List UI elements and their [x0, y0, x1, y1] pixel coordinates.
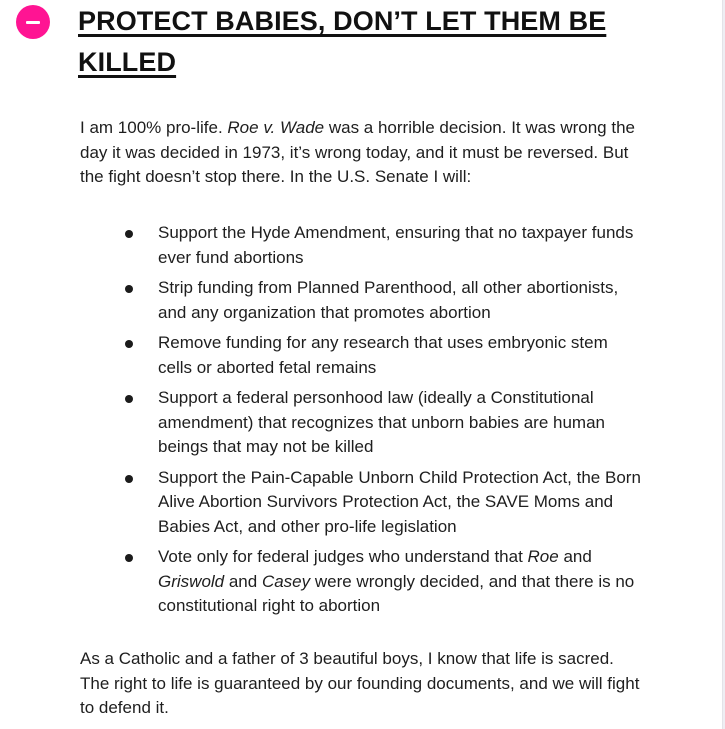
policy-item-hyde — [124, 221, 644, 270]
judges-text-4: were wrongly decided, and that there is no constitutional right to abortion — [158, 571, 635, 615]
policy-list — [124, 221, 644, 625]
bullet-dot-icon — [125, 475, 133, 483]
bullet-dot-icon — [125, 554, 133, 562]
collapse-toggle-button[interactable] — [16, 5, 50, 39]
intro-text-start: I am 100% pro-life. — [80, 118, 228, 137]
intro-paragraph — [80, 116, 640, 190]
policy-item-personhood — [124, 386, 644, 460]
judges-text-3: and — [224, 571, 262, 591]
policy-item-research — [124, 331, 644, 380]
bullet-dot-icon — [125, 340, 133, 348]
bullet-dot-icon — [125, 285, 133, 293]
policy-item-planned-parenthood — [124, 276, 644, 325]
case-griswold: Griswold — [158, 571, 225, 591]
bullet-dot-icon — [125, 395, 133, 403]
policy-item-text: Support the Pain-Capable Unborn Child Protection Act, the Born Alive Abortion Survivors Protection Act, the SAVE Moms and Babies Act, and other pro-life legislation — [158, 467, 641, 536]
judges-text-2: and — [558, 547, 592, 566]
case-casey: Casey — [261, 571, 311, 591]
policy-item-text: Support a federal personhood law (ideally a Constitutional amendment) that recognizes that unborn babies are human beings that may not be killed — [158, 388, 605, 456]
judges-text-1: Vote only for federal judges who understand that — [158, 547, 528, 566]
policy-item-judges — [124, 545, 644, 619]
intro-text-end: was a horrible decision. It was wrong the day it was decided in 1973, it’s wrong today, and it must be reversed. But the fight doesn’t stop there. In the U.S. Senate I will: — [80, 118, 635, 186]
policy-item-text: Strip funding from Planned Parenthood, all other abortionists, and any organization that promotes abortion — [158, 278, 619, 322]
case-roe: Roe — [527, 547, 559, 566]
minus-icon — [26, 21, 40, 24]
policy-item-text: Remove funding for any research that uses embryonic stem cells or aborted fetal remains — [158, 333, 608, 377]
policy-item-legislation — [124, 466, 644, 540]
section-title: PROTECT BABIES, DON’T LET THEM BE KILLED — [78, 6, 607, 77]
intro-case-name: Roe v. Wade — [227, 118, 325, 137]
closing-paragraph: As a Catholic and a father of 3 beautiful boys, I know that life is sacred. The right to life is guaranteed by our founding documents, and we will fight to defend it. — [80, 649, 640, 717]
policy-item-text: Support the Hyde Amendment, ensuring that no taxpayer funds ever fund abortions — [158, 223, 634, 267]
bullet-dot-icon — [125, 230, 133, 238]
